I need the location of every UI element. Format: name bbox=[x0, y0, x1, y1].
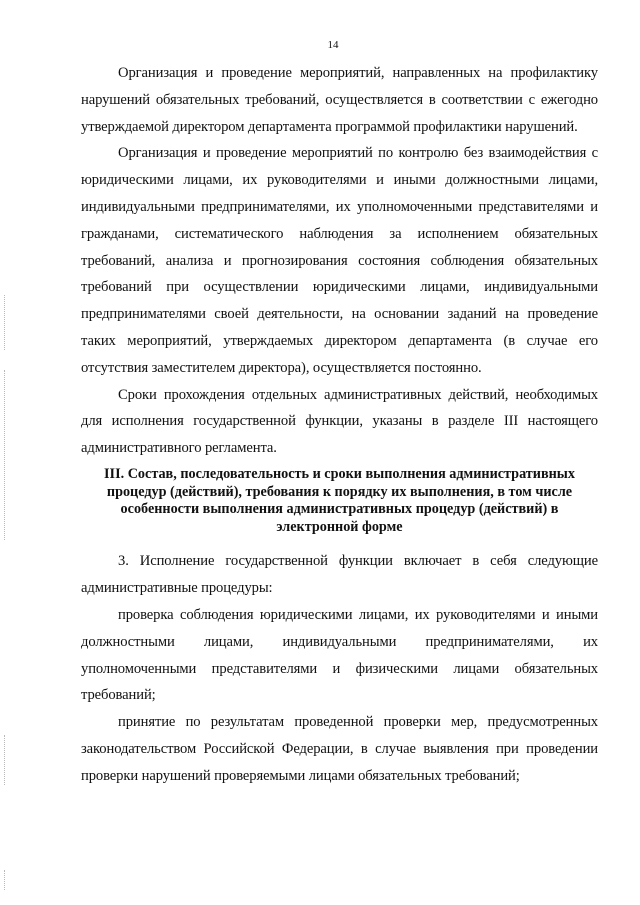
scan-margin-artifact bbox=[4, 370, 6, 540]
section-heading: III. Состав, последовательность и сроки выполнения административных процедур (действий), требования к порядку их выполнения, в том числе особенности выполнения административных процедур (действий) в электронной форме bbox=[104, 465, 575, 535]
paragraph-control-measures: Организация и проведение мероприятий по контролю без взаимодействия с юридическими лицами, их руководителями и иными должностными лицами, индивидуальными предпринимателями, их уполномоченными представителями и гражданами, систематического наблюдения за исполнением обязательных требований, анализа и прогнозирования состояния соблюдения обязательных требований при осуществлении юридическими лицами, индивидуальными предпринимателями своей деятельности, на основании заданий на проведение таких мероприятий, утверждаемых директором департамента (в случае его отсутствия заместителем директора), осуществляется постоянно. bbox=[81, 145, 598, 376]
paragraph-prevention: Организация и проведение мероприятий, направленных на профилактику нарушений обязательных требований, осуществляется в соответствии с ежегодно утверждаемой директором департамента программой профилактики нарушений. bbox=[81, 65, 598, 135]
paragraph-measures: принятие по результатам проведенной проверки мер, предусмотренных законодательством Российской Федерации, в случае выявления при проведении проверки нарушений проверяемыми лицами обязательных требований; bbox=[81, 714, 598, 784]
paragraph-deadlines: Сроки прохождения отдельных административных действий, необходимых для исполнения государственной функции, указаны в разделе III настоящего административного регламента. bbox=[81, 386, 598, 457]
scan-margin-artifact bbox=[4, 735, 6, 785]
paragraph-procedures-intro: 3. Исполнение государственной функции включает в себя следующие административные процедуры: bbox=[81, 553, 598, 597]
scan-margin-artifact bbox=[4, 295, 6, 350]
scan-margin-artifact bbox=[4, 870, 6, 890]
paragraph-inspection: проверка соблюдения юридическими лицами, их руководителями и иными должностными лицами, индивидуальными предпринимателями, их уполномоченными представителями и физическими лицами обязательных требований; bbox=[81, 606, 598, 704]
document-body bbox=[81, 60, 598, 790]
page-number: 14 bbox=[327, 39, 339, 51]
